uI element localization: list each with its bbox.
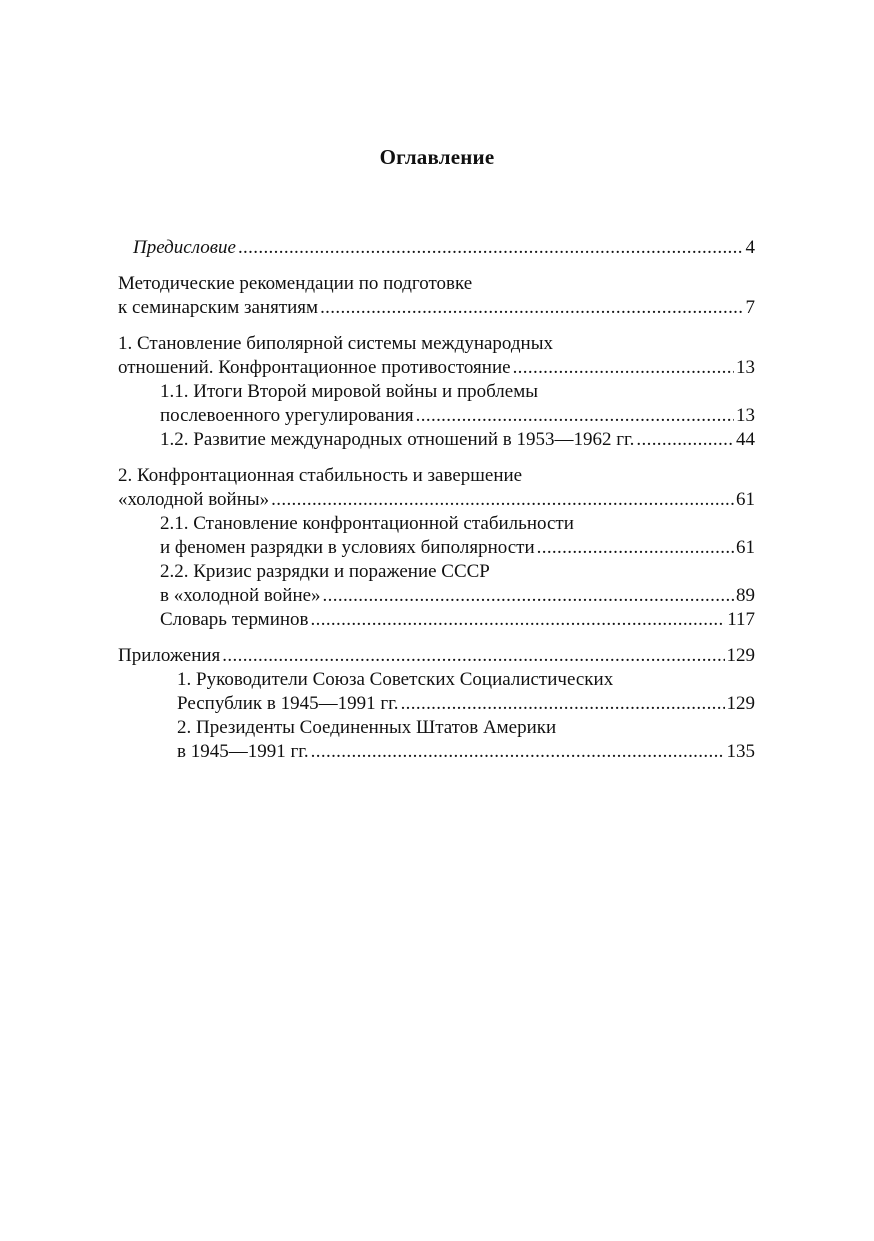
toc-entry-text: и феномен разрядки в условиях биполярности [160,537,535,558]
toc-entry-text: 2. Конфронтационная стабильность и завершение [118,465,523,486]
toc-entry-text: 1.1. Итоги Второй мировой войны и проблемы [160,381,539,402]
leader-dots [320,296,743,320]
leader-dots [238,236,744,260]
leader-dots [401,692,725,716]
leader-dots [222,644,724,668]
toc-entry-text: «холодной войны» [118,489,270,510]
toc-page-number: 4 [745,237,755,258]
toc-entry-section-2-1[interactable] [118,512,755,560]
toc-entry-text: к семинарским занятиям [118,297,319,318]
toc-entry-text: послевоенного урегулирования [160,405,414,426]
toc-entry-text: Методические рекомендации по подготовке [118,273,473,294]
toc-entry-text: 2.1. Становление конфронтационной стабильности [160,513,574,534]
toc-entry-section-2-2[interactable] [118,560,755,608]
toc-entry-chapter-1[interactable] [118,332,755,380]
toc-page-number: 61 [736,489,755,510]
toc-page-number: 89 [736,585,755,606]
toc-entry-text: отношений. Конфронтационное противостояние [118,357,511,378]
table-of-contents [118,236,755,764]
toc-page-number: 7 [745,297,755,318]
toc-page-number: 13 [736,357,755,378]
toc-entry-methodical[interactable] [118,272,755,320]
toc-entry-text: 1. Становление биполярной системы международных [118,333,553,354]
toc-entry-preface[interactable] [118,236,755,260]
leader-dots [636,428,734,452]
toc-entry-text: в 1945—1991 гг. [177,741,309,762]
toc-entry-text: 2.2. Кризис разрядки и поражение СССР [160,561,490,582]
leader-dots [323,584,734,608]
toc-entry-text: в «холодной войне» [160,585,321,606]
leader-dots [311,608,726,632]
leader-dots [271,488,734,512]
leader-dots [311,740,725,764]
toc-entry-appendix-1[interactable] [118,668,755,716]
toc-page-number: 117 [727,609,755,630]
leader-dots [537,536,734,560]
toc-page-number: 44 [736,429,755,450]
toc-entry-appendix-2[interactable] [118,716,755,764]
toc-entry-appendices[interactable] [118,644,755,668]
toc-entry-text: Словарь терминов [160,609,309,630]
page-title: Оглавление [379,145,495,169]
leader-dots [513,356,734,380]
toc-entry-text: Приложения [118,645,221,666]
toc-page-number: 61 [736,537,755,558]
toc-entry-text: Предисловие [133,237,236,258]
toc-page-number: 129 [726,645,755,666]
toc-entry-chapter-2[interactable] [118,464,755,512]
toc-page-number: 129 [726,693,755,714]
toc-entry-section-1-2[interactable] [118,428,755,452]
leader-dots [416,404,734,428]
toc-entry-text: 1.2. Развитие международных отношений в 1953—1962 гг. [160,429,635,450]
toc-entry-glossary[interactable] [118,608,755,632]
toc-entry-text: 2. Президенты Соединенных Штатов Америки [177,717,557,738]
toc-entry-section-1-1[interactable] [118,380,755,428]
toc-entry-text: Республик в 1945—1991 гг. [177,693,399,714]
toc-entry-text: 1. Руководители Союза Советских Социалистических [177,669,614,690]
toc-page-number: 13 [736,405,755,426]
toc-page-number: 135 [726,741,755,762]
